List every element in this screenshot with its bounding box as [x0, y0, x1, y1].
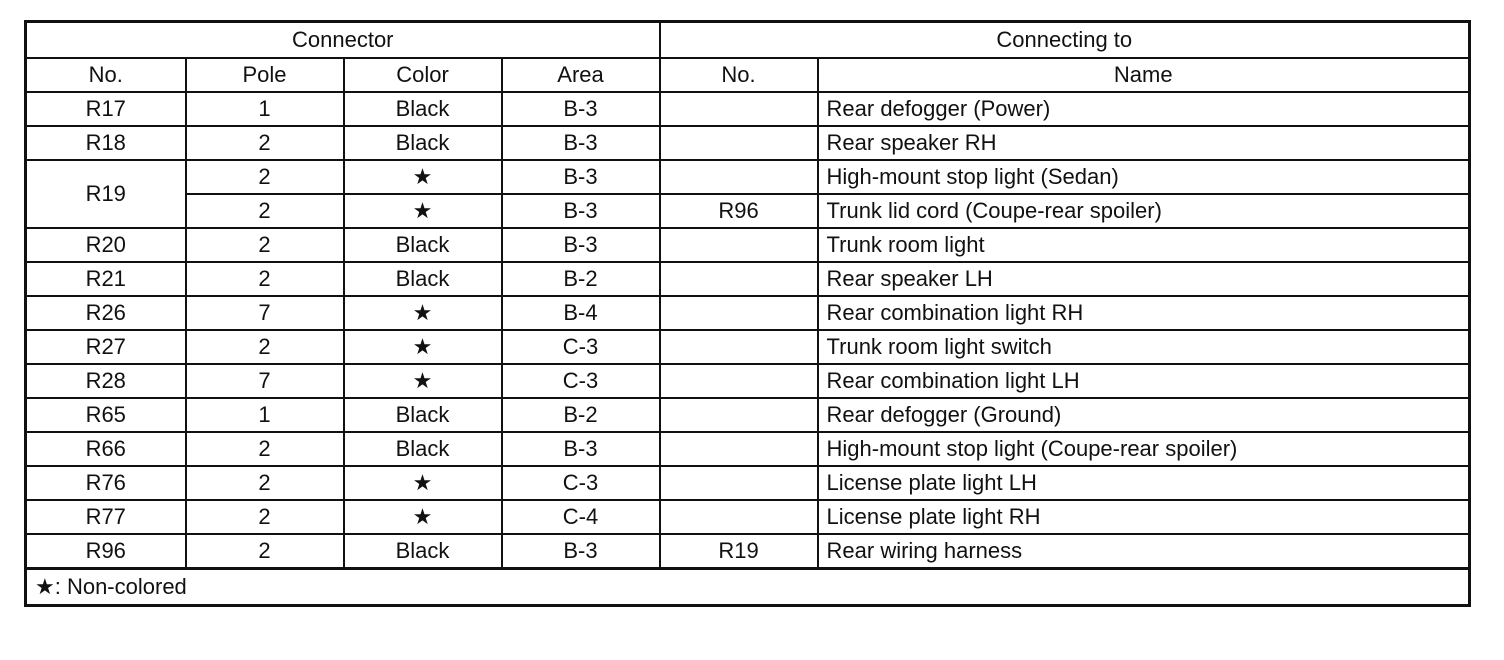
cell-area: B-4	[502, 296, 660, 330]
cell-color: ★	[344, 364, 502, 398]
cell-name: Rear combination light LH	[818, 364, 1470, 398]
cell-color: Black	[344, 228, 502, 262]
cell-color: Black	[344, 432, 502, 466]
group-header-connecting-to: Connecting to	[660, 22, 1470, 59]
cell-to-no	[660, 92, 818, 126]
cell-name: Rear combination light RH	[818, 296, 1470, 330]
cell-pole: 1	[186, 92, 344, 126]
cell-no: R65	[26, 398, 186, 432]
cell-no: R27	[26, 330, 186, 364]
cell-to-no	[660, 126, 818, 160]
table-row	[26, 228, 1470, 262]
cell-no: R20	[26, 228, 186, 262]
cell-area: B-2	[502, 398, 660, 432]
cell-name: Rear wiring harness	[818, 534, 1470, 569]
cell-area: B-3	[502, 92, 660, 126]
cell-name: High-mount stop light (Sedan)	[818, 160, 1470, 194]
cell-pole: 2	[186, 330, 344, 364]
cell-color: ★	[344, 296, 502, 330]
cell-to-no	[660, 160, 818, 194]
cell-to-no	[660, 296, 818, 330]
cell-pole: 2	[186, 228, 344, 262]
cell-to-no	[660, 432, 818, 466]
cell-area: C-3	[502, 466, 660, 500]
cell-color: ★	[344, 194, 502, 228]
cell-area: B-2	[502, 262, 660, 296]
cell-to-no	[660, 500, 818, 534]
cell-no: R18	[26, 126, 186, 160]
table-row	[26, 330, 1470, 364]
cell-pole: 2	[186, 466, 344, 500]
cell-pole: 7	[186, 296, 344, 330]
column-header-color: Color	[344, 58, 502, 92]
cell-no: R77	[26, 500, 186, 534]
cell-to-no: R19	[660, 534, 818, 569]
column-header-to-no: No.	[660, 58, 818, 92]
cell-color: Black	[344, 262, 502, 296]
cell-pole: 1	[186, 398, 344, 432]
cell-area: B-3	[502, 126, 660, 160]
cell-no: R19	[26, 160, 186, 228]
cell-color: ★	[344, 466, 502, 500]
cell-to-no	[660, 228, 818, 262]
cell-pole: 2	[186, 194, 344, 228]
cell-pole: 7	[186, 364, 344, 398]
cell-color: Black	[344, 126, 502, 160]
connector-table	[24, 20, 1471, 607]
cell-pole: 2	[186, 500, 344, 534]
cell-color: Black	[344, 534, 502, 569]
cell-area: B-3	[502, 534, 660, 569]
table-row	[26, 296, 1470, 330]
cell-no: R17	[26, 92, 186, 126]
cell-area: B-3	[502, 432, 660, 466]
cell-pole: 2	[186, 160, 344, 194]
table-row	[26, 160, 1470, 194]
cell-area: B-3	[502, 160, 660, 194]
group-header-connector: Connector	[26, 22, 660, 59]
cell-no: R21	[26, 262, 186, 296]
cell-name: Rear speaker RH	[818, 126, 1470, 160]
cell-pole: 2	[186, 534, 344, 569]
cell-area: C-3	[502, 364, 660, 398]
column-header-area: Area	[502, 58, 660, 92]
cell-area: B-3	[502, 228, 660, 262]
cell-to-no	[660, 364, 818, 398]
cell-name: Rear speaker LH	[818, 262, 1470, 296]
cell-name: License plate light RH	[818, 500, 1470, 534]
cell-no: R96	[26, 534, 186, 569]
footnote-row	[26, 569, 1470, 606]
cell-no: R76	[26, 466, 186, 500]
cell-name: License plate light LH	[818, 466, 1470, 500]
table-row	[26, 466, 1470, 500]
cell-name: Rear defogger (Ground)	[818, 398, 1470, 432]
column-header-row	[26, 58, 1470, 92]
table-row	[26, 398, 1470, 432]
cell-to-no	[660, 466, 818, 500]
table-row	[26, 262, 1470, 296]
connector-table-container	[24, 20, 1468, 607]
cell-to-no: R96	[660, 194, 818, 228]
column-header-name: Name	[818, 58, 1470, 92]
table-row	[26, 194, 1470, 228]
cell-no: R66	[26, 432, 186, 466]
column-header-no: No.	[26, 58, 186, 92]
table-row	[26, 92, 1470, 126]
cell-color: ★	[344, 330, 502, 364]
cell-no: R26	[26, 296, 186, 330]
cell-name: Trunk lid cord (Coupe-rear spoiler)	[818, 194, 1470, 228]
cell-area: C-3	[502, 330, 660, 364]
cell-area: B-3	[502, 194, 660, 228]
table-row	[26, 364, 1470, 398]
cell-color: Black	[344, 398, 502, 432]
cell-no: R28	[26, 364, 186, 398]
cell-pole: 2	[186, 262, 344, 296]
cell-to-no	[660, 398, 818, 432]
cell-pole: 2	[186, 432, 344, 466]
table-row	[26, 432, 1470, 466]
cell-name: Rear defogger (Power)	[818, 92, 1470, 126]
cell-name: Trunk room light switch	[818, 330, 1470, 364]
cell-color: ★	[344, 500, 502, 534]
column-header-pole: Pole	[186, 58, 344, 92]
cell-name: Trunk room light	[818, 228, 1470, 262]
cell-area: C-4	[502, 500, 660, 534]
cell-color: Black	[344, 92, 502, 126]
cell-name: High-mount stop light (Coupe-rear spoiler)	[818, 432, 1470, 466]
table-row	[26, 126, 1470, 160]
cell-pole: 2	[186, 126, 344, 160]
group-header-row	[26, 22, 1470, 59]
cell-to-no	[660, 330, 818, 364]
cell-to-no	[660, 262, 818, 296]
footnote: ★: Non-colored	[26, 569, 1470, 606]
table-row	[26, 534, 1470, 569]
table-row	[26, 500, 1470, 534]
cell-color: ★	[344, 160, 502, 194]
